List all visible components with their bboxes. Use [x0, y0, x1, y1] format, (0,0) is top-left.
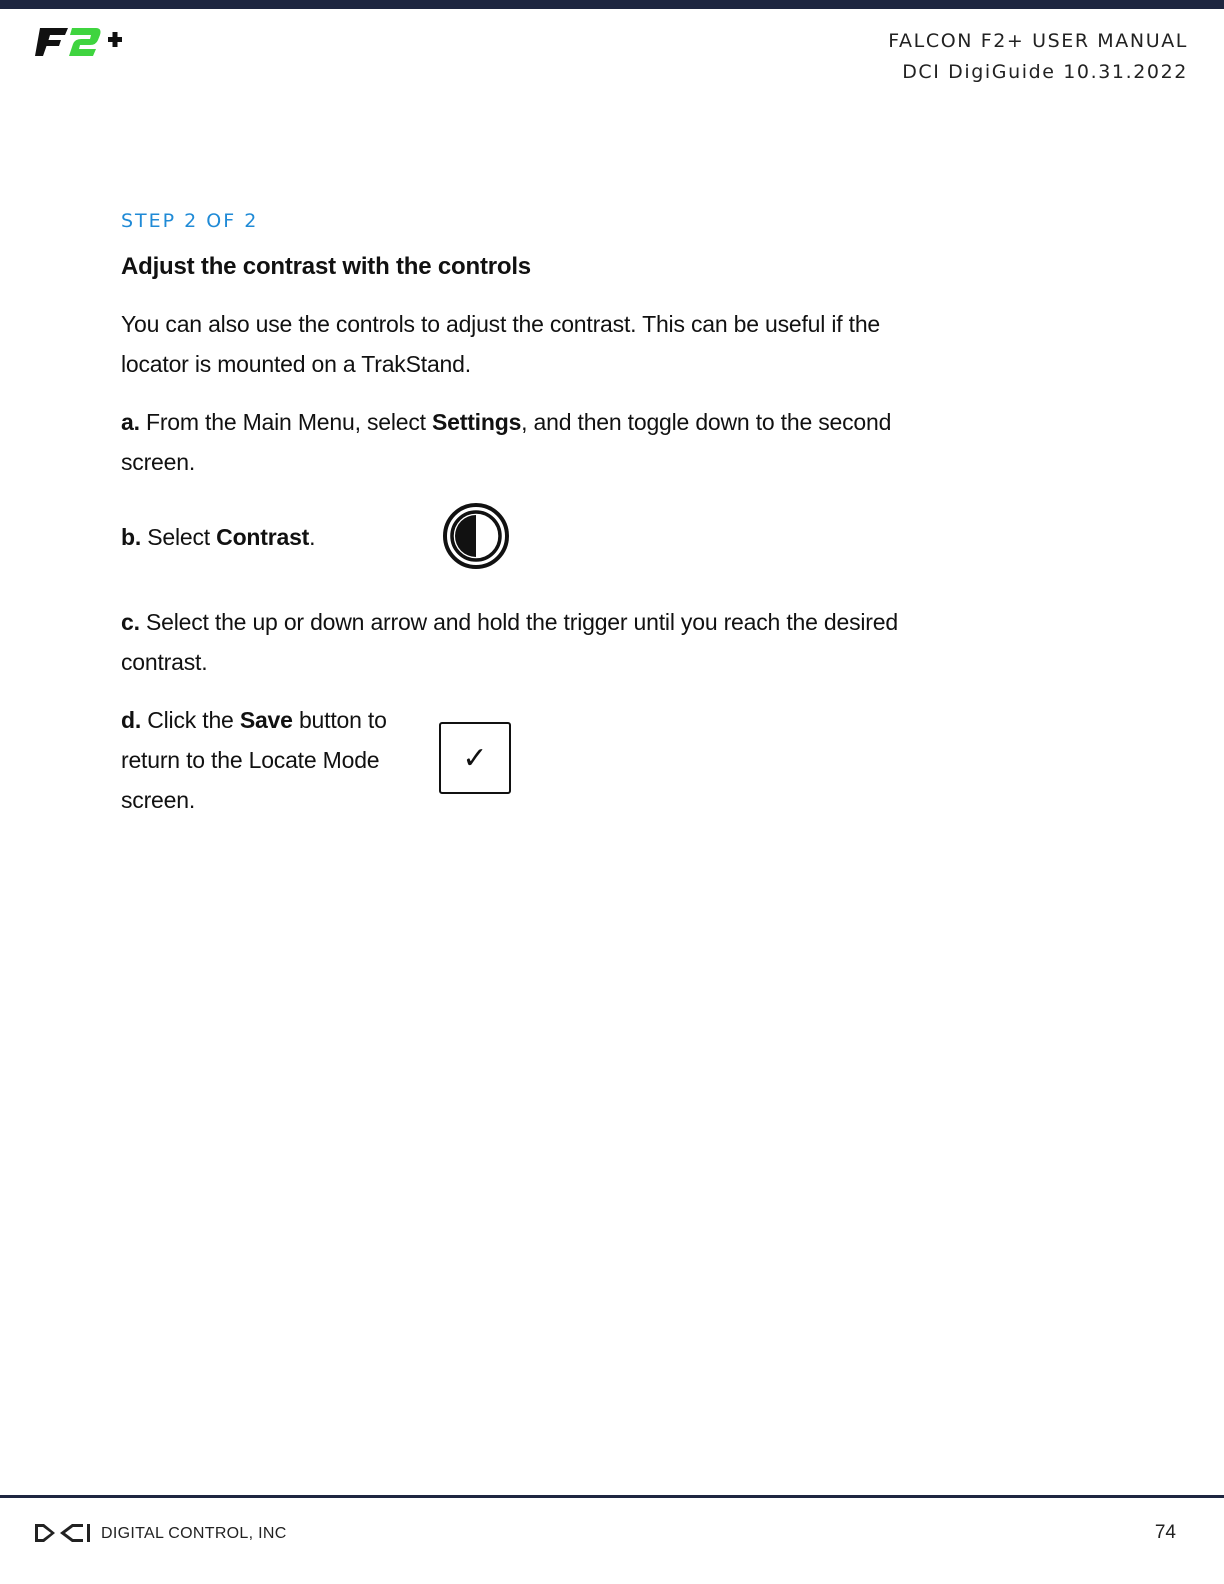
step-d-row [121, 700, 941, 830]
step-c [121, 602, 941, 682]
section-heading: Adjust the contrast with the controls [121, 253, 531, 280]
manual-title: FALCON F2+ USER MANUAL [888, 30, 1188, 52]
contrast-icon [442, 502, 510, 570]
checkmark-icon: ✓ [462, 740, 488, 776]
contrast-label: Contrast [216, 524, 310, 550]
settings-label: Settings [432, 409, 522, 435]
step-b-text-1: Select [141, 524, 217, 550]
header-text [888, 26, 1188, 88]
step-b-row [121, 502, 941, 572]
step-a [121, 402, 941, 482]
step-d-text-2: button to return to the Locate Mode screen. [121, 707, 387, 813]
step-b [121, 517, 315, 557]
step-c-text: Select the up or down arrow and hold the trigger until you reach the desired contrast. [121, 609, 898, 675]
save-label: Save [239, 707, 293, 733]
page-number: 74 [1154, 1522, 1176, 1543]
company-name: DIGITAL CONTROL, INC [101, 1525, 287, 1542]
top-bar [0, 0, 1224, 9]
step-d-marker: d. [121, 707, 142, 733]
main-content [121, 208, 941, 830]
step-a-marker: a. [121, 409, 140, 435]
step-b-marker: b. [121, 524, 142, 550]
step-d-text-1: Click the [141, 707, 240, 733]
save-button-icon [439, 722, 511, 794]
step-a-text-1: From the Main Menu, select [139, 409, 433, 435]
intro-paragraph: You can also use the controls to adjust the contrast. This can be useful if the locator is mounted on a TrakStand. [121, 311, 881, 377]
step-a-text-2: , and then toggle down to the second screen. [121, 409, 892, 475]
f2-plus-logo [34, 24, 126, 60]
step-d [121, 700, 421, 820]
dci-logo [34, 1522, 92, 1544]
step-label: STEP 2 OF 2 [121, 210, 259, 232]
step-c-marker: c. [121, 609, 140, 635]
step-b-text-2: . [309, 524, 316, 550]
manual-subtitle: DCI DigiGuide 10.31.2022 [902, 61, 1188, 83]
footer-rule [0, 1495, 1224, 1498]
